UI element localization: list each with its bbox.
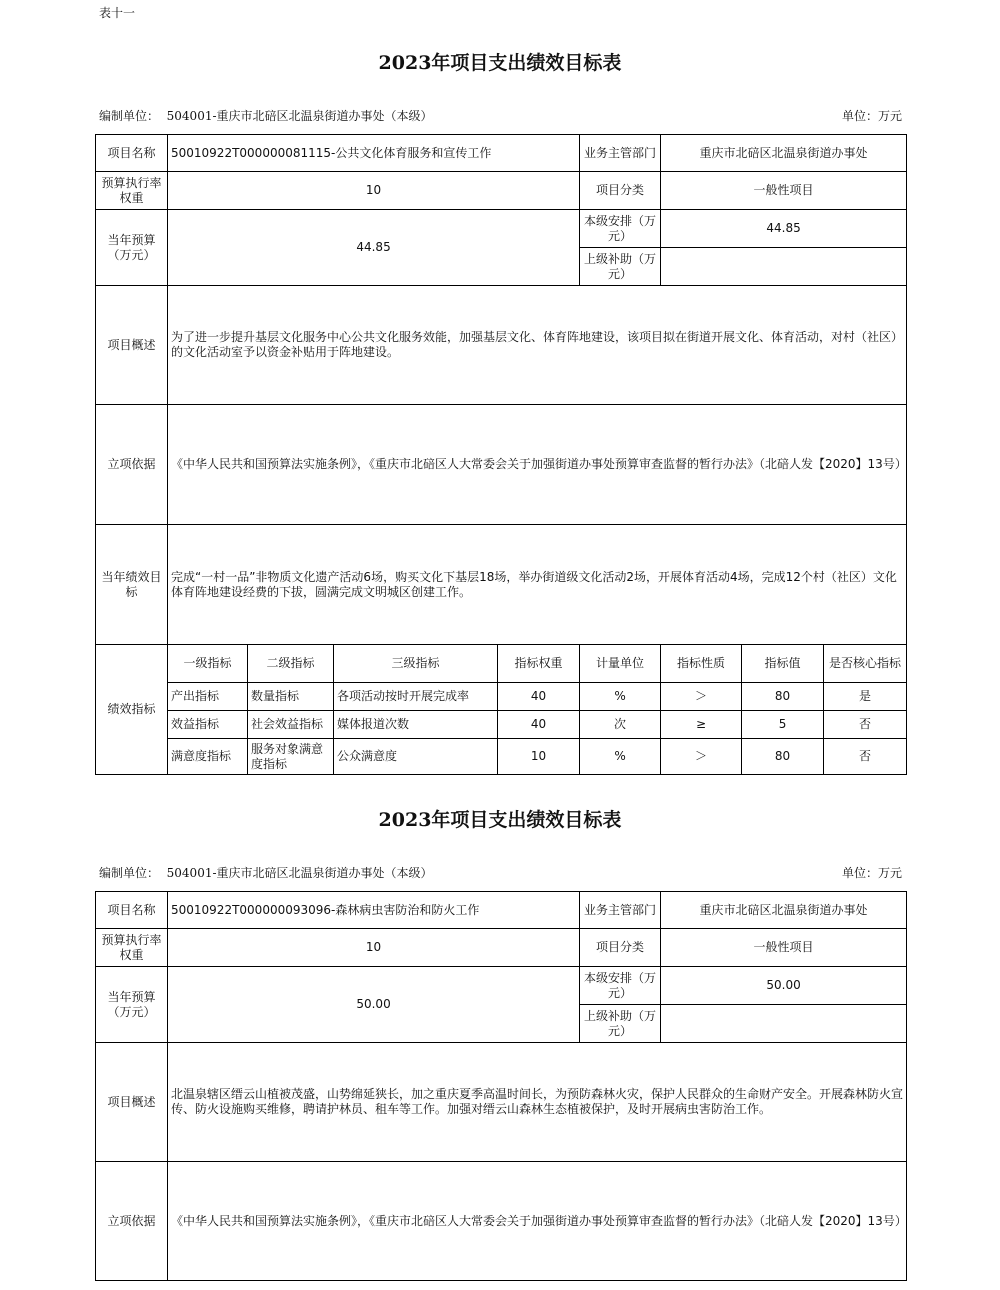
- compiling-unit: 编制单位： 504001-重庆市北碚区北温泉街道办事处（本级）: [99, 866, 433, 880]
- dept-value: 重庆市北碚区北温泉街道办事处: [661, 892, 907, 929]
- local-value: 44.85: [661, 210, 907, 248]
- level1-indicator: 产出指标: [168, 683, 248, 711]
- weight-value: 10: [168, 172, 580, 210]
- local-value: 50.00: [661, 967, 907, 1005]
- category-label: 项目分类: [580, 172, 661, 210]
- indicator-nature: ≥: [661, 711, 742, 739]
- indicator-header: 指标权重: [498, 645, 580, 683]
- upper-label: 上级补助（万元）: [580, 1005, 661, 1043]
- level3-indicator: 公众满意度: [334, 739, 498, 775]
- budget-value: 50.00: [168, 967, 580, 1043]
- level2-indicator: 服务对象满意度指标: [248, 739, 334, 775]
- indicator-weight: 10: [498, 739, 580, 775]
- indicator-header: 一级指标: [168, 645, 248, 683]
- performance-table-2: [95, 891, 907, 1281]
- overview-text: 为了进一步提升基层文化服务中心公共文化服务效能，加强基层文化、体育阵地建设，该项目拟在街道开展文化、体育活动，对村（社区）的文化活动室予以资金补贴用于阵地建设。: [168, 286, 907, 405]
- indicator-weight: 40: [498, 683, 580, 711]
- indicator-core: 否: [824, 711, 907, 739]
- level2-indicator: 数量指标: [248, 683, 334, 711]
- dept-value: 重庆市北碚区北温泉街道办事处: [661, 135, 907, 172]
- table-1-title: 2023年项目支出绩效目标表: [378, 52, 622, 74]
- compiling-unit: 编制单位： 504001-重庆市北碚区北温泉街道办事处（本级）: [99, 109, 433, 123]
- indicator-value: 80: [742, 683, 824, 711]
- level1-indicator: 满意度指标: [168, 739, 248, 775]
- indicator-header: 指标值: [742, 645, 824, 683]
- upper-value: [661, 248, 907, 286]
- overview-text: 北温泉辖区缙云山植被茂盛，山势绵延狭长，加之重庆夏季高温时间长，为预防森林火灾，保护人民群众的生命财产安全。开展森林防火宣传、防火设施购买维修，聘请护林员、租车等工作。加强对缙云山森林生态植被保护，及时开展病虫害防治工作。: [168, 1043, 907, 1162]
- basis-label: 立项依据: [96, 405, 168, 525]
- basis-text: 《中华人民共和国预算法实施条例》，《重庆市北碚区人大常委会关于加强街道办事处预算审查监督的暂行办法》（北碚人发【2020】13号）: [168, 1162, 907, 1281]
- project-name-label: 项目名称: [96, 135, 168, 172]
- local-label: 本级安排（万元）: [580, 967, 661, 1005]
- goal-label: 当年绩效目标: [96, 525, 168, 645]
- weight-label: 预算执行率权重: [96, 929, 168, 967]
- indicator-value: 80: [742, 739, 824, 775]
- performance-table-1: [95, 134, 907, 775]
- level1-indicator: 效益指标: [168, 711, 248, 739]
- upper-value: [661, 1005, 907, 1043]
- indicator-weight: 40: [498, 711, 580, 739]
- indicator-header: 指标性质: [661, 645, 742, 683]
- overview-label: 项目概述: [96, 286, 168, 405]
- indicator-unit: %: [580, 683, 661, 711]
- currency-unit: 单位：万元: [841, 109, 902, 123]
- table-row: [96, 683, 907, 711]
- category-label: 项目分类: [580, 929, 661, 967]
- budget-value: 44.85: [168, 210, 580, 286]
- basis-label: 立项依据: [96, 1162, 168, 1281]
- weight-value: 10: [168, 929, 580, 967]
- indicator-header: 是否核心指标: [824, 645, 907, 683]
- upper-label: 上级补助（万元）: [580, 248, 661, 286]
- currency-unit: 单位：万元: [841, 866, 902, 880]
- budget-label: 当年预算（万元）: [96, 967, 168, 1043]
- indicator-header: 三级指标: [334, 645, 498, 683]
- overview-label: 项目概述: [96, 1043, 168, 1162]
- indicator-core: 是: [824, 683, 907, 711]
- dept-label: 业务主管部门: [580, 892, 661, 929]
- level2-indicator: 社会效益指标: [248, 711, 334, 739]
- budget-label: 当年预算（万元）: [96, 210, 168, 286]
- indicator-unit: %: [580, 739, 661, 775]
- local-label: 本级安排（万元）: [580, 210, 661, 248]
- goal-text: 完成“一村一品”非物质文化遗产活动6场，购买文化下基层18场，举办街道级文化活动2场，开展体育活动4场，完成12个村（社区）文化体育阵地建设经费的下拔，圆满完成文明城区创建工作。: [168, 525, 907, 645]
- indicator-core: 否: [824, 739, 907, 775]
- indicator-header: 计量单位: [580, 645, 661, 683]
- category-value: 一般性项目: [661, 172, 907, 210]
- indicator-header: 二级指标: [248, 645, 334, 683]
- indicator-nature: ＞: [661, 739, 742, 775]
- project-name-value: 50010922T000000093096-森林病虫害防治和防火工作: [168, 892, 580, 929]
- indicator-unit: 次: [580, 711, 661, 739]
- basis-text: 《中华人民共和国预算法实施条例》，《重庆市北碚区人大常委会关于加强街道办事处预算审查监督的暂行办法》（北碚人发【2020】13号）: [168, 405, 907, 525]
- indicator-value: 5: [742, 711, 824, 739]
- category-value: 一般性项目: [661, 929, 907, 967]
- corner-label: 表十一: [99, 6, 136, 20]
- project-name-value: 50010922T000000081115-公共文化体育服务和宣传工作: [168, 135, 580, 172]
- dept-label: 业务主管部门: [580, 135, 661, 172]
- weight-label: 预算执行率权重: [96, 172, 168, 210]
- level3-indicator: 各项活动按时开展完成率: [334, 683, 498, 711]
- table-2-title: 2023年项目支出绩效目标表: [378, 809, 622, 831]
- table-row: [96, 711, 907, 739]
- level3-indicator: 媒体报道次数: [334, 711, 498, 739]
- indicator-nature: ＞: [661, 683, 742, 711]
- perf-label: 绩效指标: [96, 645, 168, 775]
- project-name-label: 项目名称: [96, 892, 168, 929]
- table-row: [96, 739, 907, 775]
